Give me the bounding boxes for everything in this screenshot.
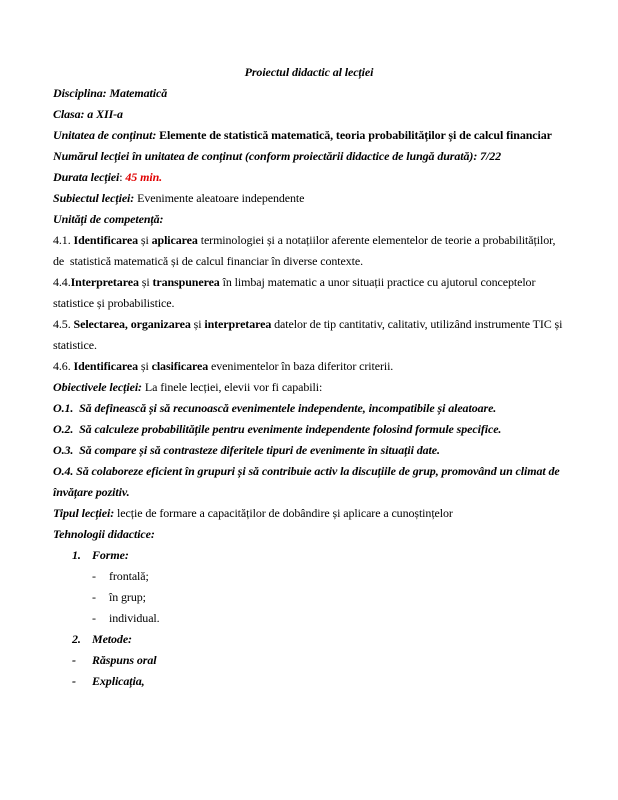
forme-item-text: în grup;: [109, 590, 146, 604]
tipul-label: Tipul lecției:: [53, 506, 115, 520]
field-subiectul: [53, 188, 565, 209]
metode-label: Metode:: [92, 632, 132, 646]
field-durata: [53, 167, 565, 188]
field-tipul-lectiei: [53, 503, 565, 524]
durata-label: Durata lecției: [53, 170, 120, 184]
competency-4-1-rest: terminologiei și a notațiilor aferente elementelor de teorie a probabilităților, de statistică matematică și de calcul financiar în diverse contexte.: [53, 233, 556, 268]
objective-o3: O.3. Să compare și să contrasteze diferitele tipuri de evenimente în situații date.: [53, 443, 440, 457]
field-unitatea: [53, 125, 565, 146]
competency-4-4-bold2: transpunerea: [152, 275, 220, 289]
list-metode-header: [53, 629, 565, 650]
heading-obiectivele: [53, 377, 565, 398]
objective-o1: O.1. Să definească și să recunoască evenimentele independente, incompatibile și aleatoare.: [53, 401, 497, 415]
bullet-dash: -: [72, 674, 76, 688]
competency-4-4: [53, 272, 565, 314]
competency-4-6-bold2: clasificarea: [151, 359, 209, 373]
competency-4-5-num: 4.5.: [53, 317, 74, 331]
list-item-frontala: [53, 566, 565, 587]
forme-item-text: individual.: [109, 611, 160, 625]
heading-unitati-competenta: Unități de competență:: [53, 212, 164, 226]
competency-4-5-rest: datelor de tip cantitativ, calitativ, utilizând instrumente TIC și statistice.: [53, 317, 563, 352]
unitatea-text: Elemente de statistică matematică, teoria probabilităților și de calcul financiar: [156, 128, 552, 142]
objective-o2: O.2. Să calculeze probabilitățile pentru evenimente independente folosind formule specifice.: [53, 422, 502, 436]
competency-4-6-bold1: Identificarea: [73, 359, 138, 373]
metode-number: 2.: [72, 632, 81, 646]
forme-item-text: frontală;: [109, 569, 149, 583]
metode-item-text: Răspuns oral: [92, 653, 157, 667]
competency-4-4-bold1: Interpretarea: [70, 275, 139, 289]
competency-4-5: [53, 314, 565, 356]
competency-4-1: [53, 230, 565, 272]
competency-4-1-num: 4.1.: [53, 233, 74, 247]
competency-4-4-mid: și: [138, 275, 153, 289]
competency-4-4-rest: în limbaj matematic a unor situații practice cu ajutorul conceptelor statistice și probabilistice.: [53, 275, 536, 310]
bullet-dash: -: [92, 611, 96, 625]
subiectul-label: Subiectul lecției:: [53, 191, 135, 205]
competency-4-5-bold1: Selectarea, organizarea: [73, 317, 191, 331]
tipul-text: lecție de formare a capacităților de dobândire și aplicare a cunoștințelor: [114, 506, 453, 520]
competency-4-5-bold2: interpretarea: [204, 317, 272, 331]
forme-number: 1.: [72, 548, 81, 562]
competency-4-1-bold2: aplicarea: [151, 233, 198, 247]
bullet-dash: -: [92, 590, 96, 604]
page-title: Proiectul didactic al lecției: [244, 65, 374, 79]
competency-4-4-num: 4.4.: [53, 275, 71, 289]
list-item-in-grup: [53, 587, 565, 608]
competency-4-1-mid: și: [137, 233, 152, 247]
heading-tehnologii-didactice: Tehnologii didactice:: [53, 527, 155, 541]
bullet-dash: -: [92, 569, 96, 583]
subiectul-text: Evenimente aleatoare independente: [134, 191, 305, 205]
durata-colon: :: [119, 170, 126, 184]
list-item-explicatia: [53, 671, 565, 692]
bullet-dash: -: [72, 653, 76, 667]
unitatea-label: Unitatea de conținut:: [53, 128, 157, 142]
list-item-raspuns-oral: [53, 650, 565, 671]
competency-4-6-rest: evenimentelor în baza diferitor criterii.: [208, 359, 394, 373]
metode-item-text: Explicația,: [92, 674, 145, 688]
obiectivele-label: Obiectivele lecției:: [53, 380, 142, 394]
field-clasa: Clasa: a XII-a: [53, 107, 123, 121]
field-numarul-lectiei: Numărul lecției în unitatea de conținut (conform proiectării didactice de lungă durată): 7/22: [53, 149, 502, 163]
list-item-individual: [53, 608, 565, 629]
competency-4-6: [53, 356, 565, 377]
objective-o4: O.4. Să colaboreze eficient în grupuri și să contribuie activ la discuțiile de grup, promovând un climat de învățare pozitiv.: [53, 464, 560, 499]
competency-4-5-mid: și: [190, 317, 205, 331]
durata-value: 45 min.: [125, 170, 163, 184]
competency-4-6-num: 4.6.: [53, 359, 74, 373]
forme-label: Forme:: [92, 548, 129, 562]
list-forme-header: [53, 545, 565, 566]
competency-4-6-mid: și: [137, 359, 152, 373]
obiectivele-text: La finele lecției, elevii vor fi capabili:: [141, 380, 323, 394]
field-disciplina: Disciplina: Matematică: [53, 86, 168, 100]
competency-4-1-bold1: Identificarea: [73, 233, 138, 247]
